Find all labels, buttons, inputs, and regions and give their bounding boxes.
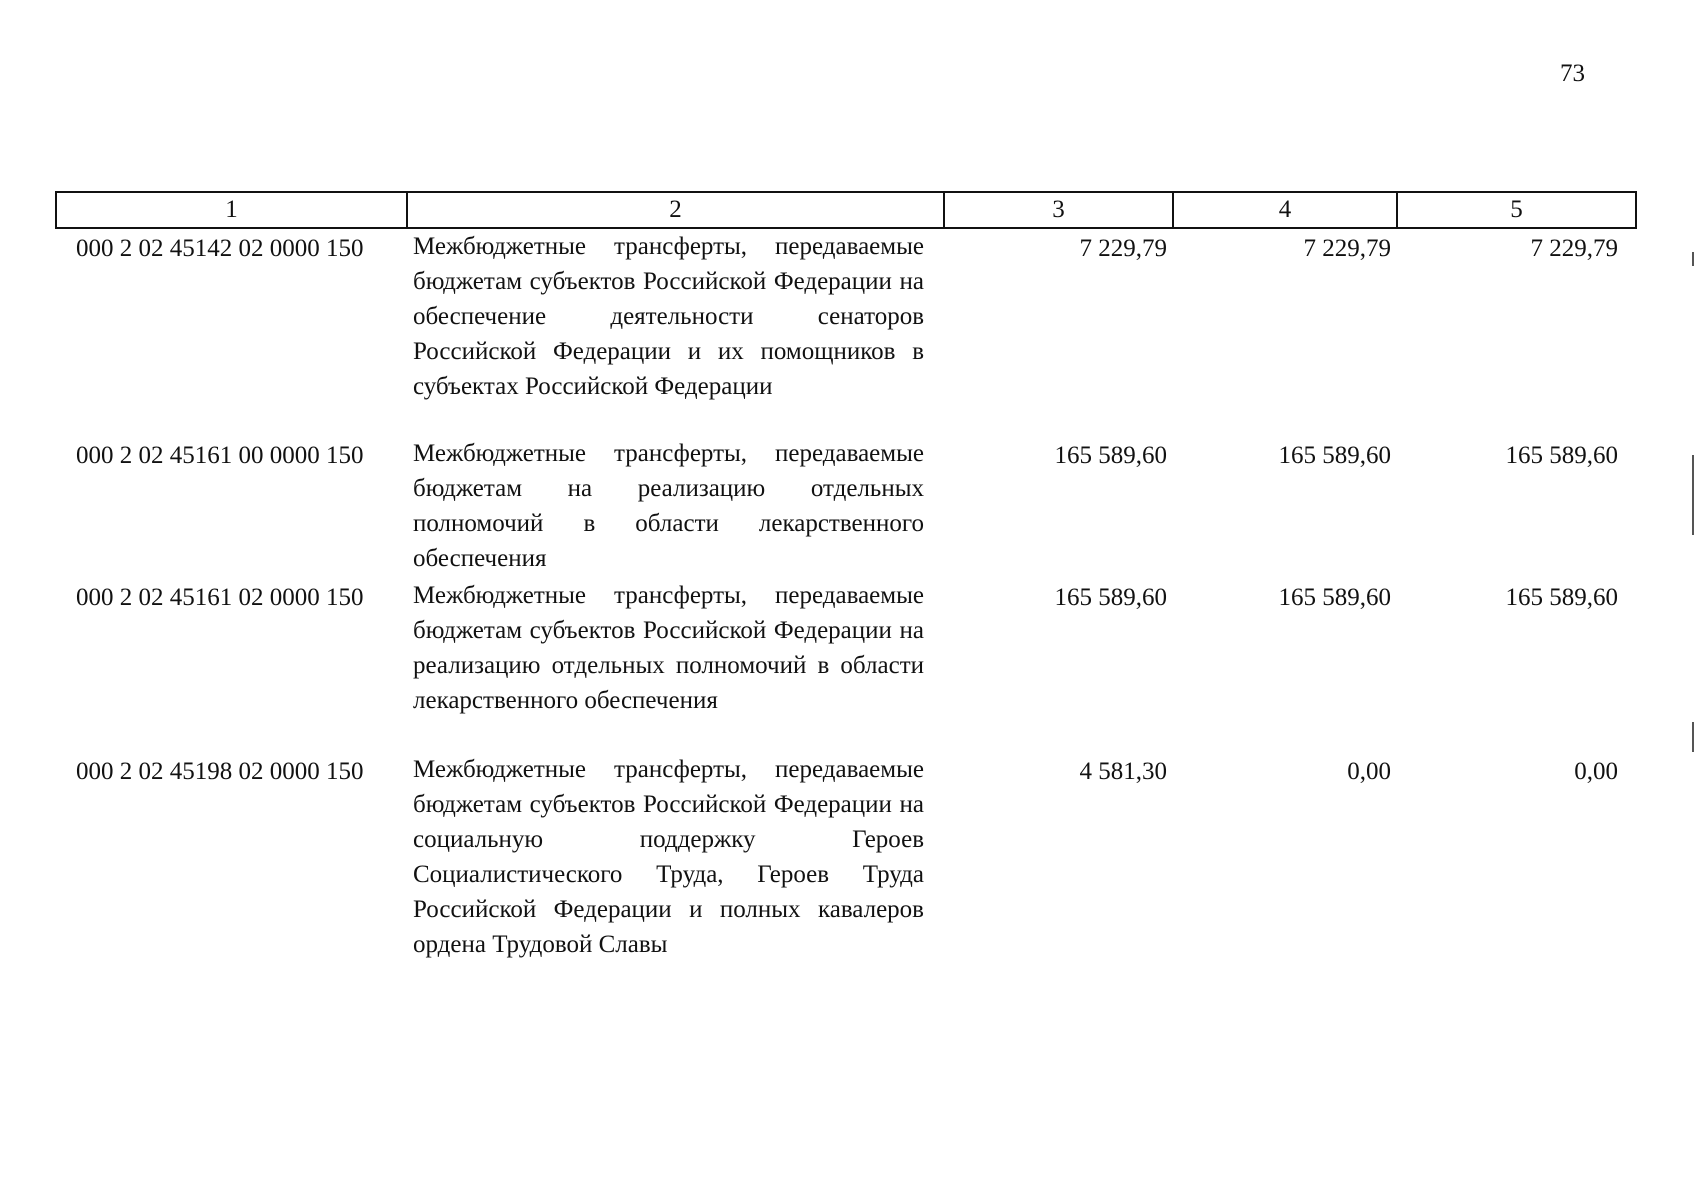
amount-col-4: 165 589,60 <box>1278 584 1391 611</box>
budget-code: 000 2 02 45161 02 0000 150 <box>76 584 364 611</box>
transfer-description: Межбюджетные трансферты, передаваемые бюджетам на реализацию отдельных полномочий в области лекарственного обеспечения <box>413 440 924 572</box>
budget-code: 000 2 02 45161 00 0000 150 <box>76 442 364 469</box>
header-col-4: 4 <box>1173 192 1397 228</box>
amount-col-5: 165 589,60 <box>1505 584 1618 611</box>
budget-table-container <box>55 191 1635 964</box>
budget-table <box>55 191 1637 964</box>
page-number: 73 <box>1560 60 1585 87</box>
amount-col-3: 165 589,60 <box>1054 584 1167 611</box>
amount-col-4: 165 589,60 <box>1278 442 1391 469</box>
header-col-2: 2 <box>407 192 944 228</box>
budget-code: 000 2 02 45142 02 0000 150 <box>76 235 364 262</box>
scan-edge-mark <box>1692 722 1694 752</box>
amount-col-4: 7 229,79 <box>1303 235 1391 262</box>
amount-col-3: 4 581,30 <box>1079 758 1167 785</box>
amount-col-5: 7 229,79 <box>1530 235 1618 262</box>
budget-code: 000 2 02 45198 02 0000 150 <box>76 758 364 785</box>
table-row <box>56 228 1636 436</box>
header-row <box>56 192 1636 228</box>
table-row <box>56 436 1636 578</box>
amount-col-5: 165 589,60 <box>1505 442 1618 469</box>
header-col-3: 3 <box>944 192 1173 228</box>
transfer-description: Межбюджетные трансферты, передаваемые бюджетам субъектов Российской Федерации на обеспечение деятельности сенаторов Российской Федерации и их помощников в субъектах Российской Федерации <box>413 233 924 400</box>
amount-col-4: 0,00 <box>1347 758 1391 785</box>
amount-col-3: 165 589,60 <box>1054 442 1167 469</box>
scan-edge-mark <box>1692 252 1694 266</box>
transfer-description: Межбюджетные трансферты, передаваемые бюджетам субъектов Российской Федерации на социальную поддержку Героев Социалистического Труда, Героев Труда Российской Федерации и полных кавалеров ордена Трудовой Славы <box>413 756 924 958</box>
amount-col-3: 7 229,79 <box>1079 235 1167 262</box>
scan-edge-mark <box>1692 455 1694 535</box>
header-col-5: 5 <box>1397 192 1636 228</box>
header-col-1: 1 <box>56 192 407 228</box>
amount-col-5: 0,00 <box>1574 758 1618 785</box>
table-row <box>56 578 1636 752</box>
table-row <box>56 752 1636 964</box>
transfer-description: Межбюджетные трансферты, передаваемые бюджетам субъектов Российской Федерации на реализацию отдельных полномочий в области лекарственного обеспечения <box>413 582 924 714</box>
